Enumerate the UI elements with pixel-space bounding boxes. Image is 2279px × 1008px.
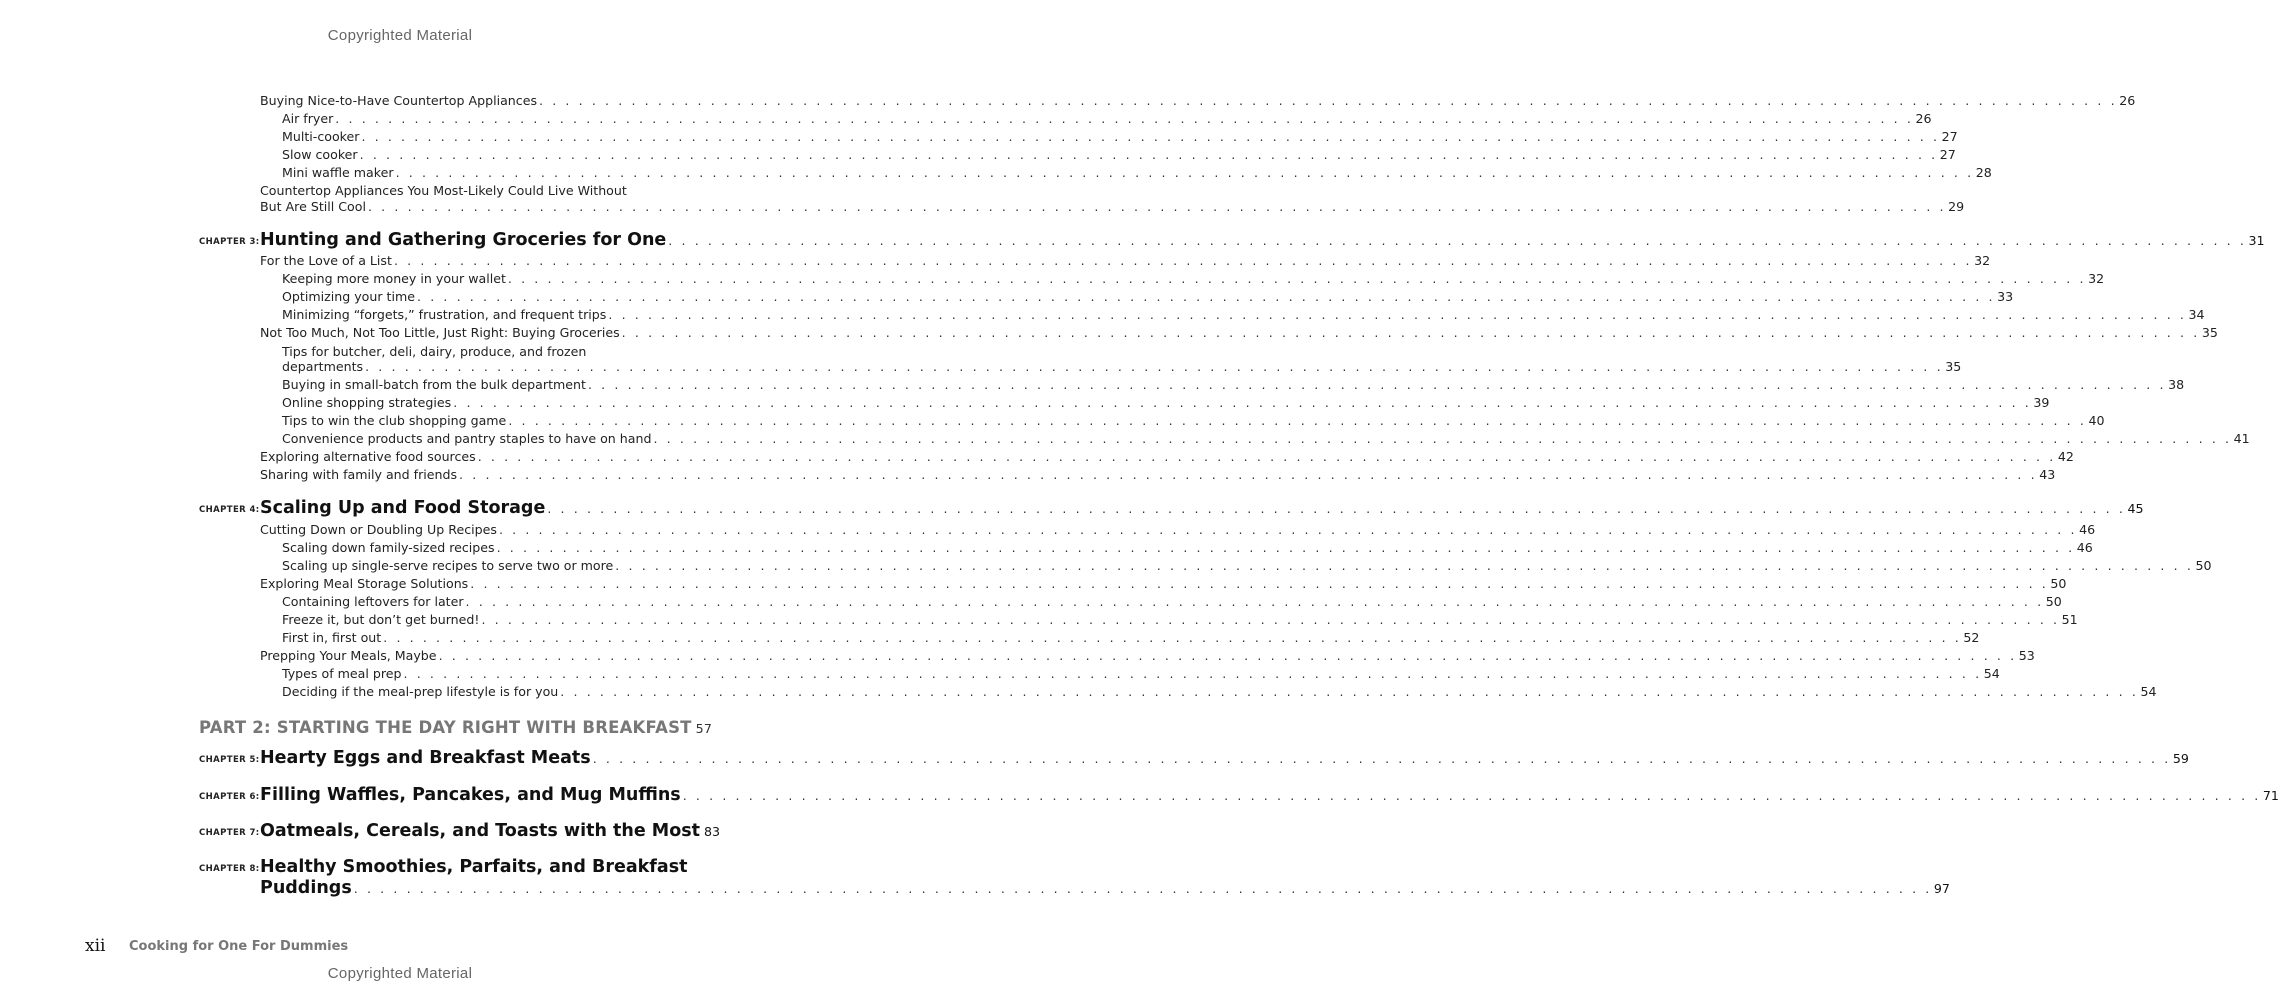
toc-entry [282,344,705,360]
entry-page-number: 28 [1975,165,1992,180]
entry-title: Containing leftovers for later [282,594,464,609]
entry-page-number: 34 [2188,307,2205,322]
entry-title: Optimizing your time [282,289,415,304]
entry-title: Online shopping strategies [282,395,452,410]
entry-title: Puddings [260,878,352,898]
toc-entry [282,612,2078,628]
entry-page-number: 97 [1933,881,1950,896]
toc-entry [282,359,1962,375]
toc-entry [260,183,705,199]
toc-entry [282,395,2050,411]
entry-title: Air fryer [282,111,334,126]
toc-entry [260,199,1965,215]
entry-title: Exploring alternative food sources [260,449,476,464]
dot-leader: . . . . . . . . . . . . . . . . . . . . . . . . . . . . . . . . . . . . . . . . . . . . . . . . . . . . . . . . . . . . . . . . . . . . . . . . . . . . . . . . . . . . . . . . . . . . . . . . . . . . . . . . . . . . . . . . . . . . . . . . [367,199,1947,214]
entry-title: Filling Waffles, Pancakes, and Mug Muffins [260,785,681,805]
entry-title: Convenience products and pantry staples to have on hand [282,431,652,446]
entry-page-number: 40 [2088,413,2105,428]
toc-entry [282,129,1958,145]
entry-title: Minimizing “forgets,” frustration, and frequent trips [282,307,607,322]
dot-leader: . . . . . . . . . . . . . . . . . . . . . . . . . . . . . . . . . . . . . . . . . . . . . . . . . . . . . . . . . . . . . . . . . . . . . . . . . . . . . . . . . . . . . . . . . . . . . . . . . . . . . . . . . . . . . . . . . . . . . . . . [608,307,2187,322]
entry-title: Prepping Your Meals, Maybe [260,648,437,663]
dot-leader: . . . . . . . . . . . . . . . . . . . . . . . . . . . . . . . . . . . . . . . . . . . . . . . . . . . . . . . . . . . . . . . . . . . . . . . . . . . . . . . . . . . . . . . . . . . . . . . . . . . . . . . . . . . . . . . . . . . . . . . . [361,129,1940,144]
entry-title: For the Love of a List [260,253,392,268]
toc-entry [282,271,2105,287]
dot-leader: . . . . . . . . . . . . . . . . . . . . . . . . . . . . . . . . . . . . . . . . . . . . . . . . . . . . . . . . . . . . . . . . . . . . . . . . . . . . . . . . . . . . . . . . . . . . . . . . . . . . . . . . . . . . . . . . . . . . . . . . [395,165,1974,180]
toc-entry [282,165,1992,181]
toc-chapter [260,747,2189,770]
entry-title: Types of meal prep [282,666,402,681]
chapter-label: CHAPTER 6: [199,792,260,802]
dot-leader: . . . . . . . . . . . . . . . . . . . . . . . . . . . . . . . . . . . . . . . . . . . . . . . . . . . . . . . . . . . . . . . . . . . . . . . . . . . . . . . . . . . . . . . . . . . . . . . . . . . . . . . . . . . . . . . . . . . . . . . . [353,881,1932,896]
entry-title: departments [282,359,364,374]
entry-page-number: 71 [2262,788,2279,803]
toc-entry [260,576,2067,592]
entry-title: Healthy Smoothies, Parfaits, and Breakfast [260,857,688,877]
dot-leader: . . . . . . . . . . . . . . . . . . . . . . . . . . . . . . . . . . . . . . . . . . . . . . . . . . . . . . . . . . . . . . . . . . . . . . . . . . . . . . . . . . . . . . . . . . . . . . . . . . . . . . . . . . . . . . . . . . . . . . . . [587,377,2167,392]
toc-entry [282,594,2062,610]
entry-title: Cutting Down or Doubling Up Recipes [260,522,497,537]
toc-part [199,717,713,740]
dot-leader: . . . . . . . . . . . . . . . . . . . . . . . . . . . . . . . . . . . . . . . . . . . . . . . . . . . . . . . . . . . . . . . . . . . . . . . . . . . . . . . . . . . . . . . . . . . . . . . . . . . . . . . . . . . . . . . . . . . . . . . . [453,395,2032,410]
toc-entry [260,522,2096,538]
dot-leader: . . . . . . . . . . . . . . . . . . . . . . . . . . . . . . . . . . . . . . . . . . . . . . . . . . . . . . . . . . . . . . . . . . . . . . . . . . . . . . . . . . . . . . . . . . . . . . . . . . . . . . . . . . . . . . . . . . . . . . . . [682,788,2261,803]
dot-leader: . . . . . . . . . . . . . . . . . . . . . . . . . . . . . . . . . . . . . . . . . . . . . . . . . . . . . . . . . . . . . . . . . . . . . . . . . . . . . . . . . . . . . . . . . . . . . . . . . . . . . . . . . . . . . . . . . . . . . . . . [465,594,2044,609]
entry-page-number: 52 [1963,630,1980,645]
toc-entry [260,93,2136,109]
copyright-watermark-bottom: Copyrighted Material [327,965,473,982]
toc-entry [260,648,2035,664]
entry-page-number: 32 [2088,271,2105,286]
toc-chapter [260,877,1950,900]
toc-entry [282,289,2014,305]
dot-leader: . . . . . . . . . . . . . . . . . . . . . . . . . . . . . . . . . . . . . . . . . . . . . . . . . . . . . . . . . . . . . . . . . . . . . . . . . . . . . . . . . . . . . . . . . . . . . . . . . . . . . . . . . . . . . . . . . . . . . . . . [438,648,2017,663]
entry-page-number: 59 [2172,751,2189,766]
dot-leader: . . . . . . . . . . . . . . . . . . . . . . . . . . . . . . . . . . . . . . . . . . . . . . . . . . . . . . . . . . . . . . . . . . . . . . . . . . . . . . . . . . . . . . . . . . . . . . . . . . . . . . . . . . . . . . . . . . . . . . . . [507,271,2087,286]
dot-leader: . . . . . . . . . . . . . . . . . . . . . . . . . . . . . . . . . . . . . . . . . . . . . . . . . . . . . . . . . . . . . . . . . . . . . . . . . . . . . . . . . . . . . . . . . . . . . . . . . . . . . . . . . . . . . . . . . . . . . . . . [416,289,1996,304]
entry-page-number: 35 [1945,359,1962,374]
entry-title: Sharing with family and friends [260,467,458,482]
entry-title: Multi-cooker [282,129,360,144]
entry-page-number: 54 [2140,684,2157,699]
toc-entry [282,307,2205,323]
chapter-label: CHAPTER 7: [199,828,260,838]
entry-page-number: 42 [2057,449,2074,464]
entry-title: Scaling down family-sized recipes [282,540,495,555]
dot-leader: . . . . . . . . . . . . . . . . . . . . . . . . . . . . . . . . . . . . . . . . . . . . . . . . . . . . . . . . . . . . . . . . . . . . . . . . . . . . . . . . . . . . . . . . . . . . . . . . . . . . . . . . . . . . . . . . . . . . . . . . [547,501,2126,516]
dot-leader: . . . . . . . . . . . . . . . . . . . . . . . . . . . . . . . . . . . . . . . . . . . . . . . . . . . . . . . . . . . . . . . . . . . . . . . . . . . . . . . . . . . . . . . . . . . . . . . . . . . . . . . . . . . . . . . . . . . . . . . . [470,576,2049,591]
page-number: xii [85,936,106,956]
dot-leader: . . . . . . . . . . . . . . . . . . . . . . . . . . . . . . . . . . . . . . . . . . . . . . . . . . . . . . . . . . . . . . . . . . . . . . . . . . . . . . . . . . . . . . . . . . . . . . . . . . . . . . . . . . . . . . . . . . . . . . . . [365,359,1944,374]
dot-leader: . . . . . . . . . . . . . . . . . . . . . . . . . . . . . . . . . . . . . . . . . . . . . . . . . . . . . . . . . . . . . . . . . . . . . . . . . . . . . . . . . . . . . . . . . . . . . . . . . . . . . . . . . . . . . . . . . . . . . . . . [508,413,2087,428]
dot-leader: . . . . . . . . . . . . . . . . . . . . . . . . . . . . . . . . . . . . . . . . . . . . . . . . . . . . . . . . . . . . . . . . . . . . . . . . . . . . . . . . . . . . . . . . . . . . . . . . . . . . . . . . . . . . . . . . . . . . . . . . [383,630,1962,645]
entry-page-number: 41 [2233,431,2250,446]
entry-title: PART 2: STARTING THE DAY RIGHT WITH BREAKFAST [199,718,692,737]
toc-entry [282,684,2157,700]
entry-title: Oatmeals, Cereals, and Toasts with the Most [260,821,701,841]
entry-title: But Are Still Cool [260,199,366,214]
entry-title: Keeping more money in your wallet [282,271,506,286]
dot-leader: . . . . . . . . . . . . . . . . . . . . . . . . . . . . . . . . . . . . . . . . . . . . . . . . . . . . . . . . . . . . . . . . . . . . . . . . . . . . . . . . . . . . . . . . . . . . . . . . . . . . . . . . . . . . . . . . . . . . . . . . [403,666,1982,681]
dot-leader: . . . . . . . . . . . . . . . . . . . . . . . . . . . . . . . . . . . . . . . . . . . . . . . . . . . . . . . . . . . . . . . . . . . . . . . . . . . . . . . . . . . . . . . . . . . . . . . . . . . . . . . . . . . . . . . . . . . . . . . . [621,325,2200,340]
entry-page-number: 46 [2076,540,2093,555]
entry-page-number: 50 [2195,558,2212,573]
entry-title: Scaling Up and Food Storage [260,498,546,518]
entry-page-number: 54 [1983,666,2000,681]
dot-leader: . . . . . . . . . . . . . . . . . . . . . . . . . . . . . . . . . . . . . . . . . . . . . . . . . . . . . . . . . . . . . . . . . . . . . . . . . . . . . . . . . . . . . . . . . . . . . . . . . . . . . . . . . . . . . . . . . . . . . . . . [477,449,2056,464]
entry-page-number: 51 [2061,612,2078,627]
chapter-label: CHAPTER 8: [199,864,260,874]
toc-entry [260,467,2056,483]
dot-leader: . . . . . . . . . . . . . . . . . . . . . . . . . . . . . . . . . . . . . . . . . . . . . . . . . . . . . . . . . . . . . . . . . . . . . . . . . . . . . . . . . . . . . . . . . . . . . . . . . . . . . . . . . . . . . . . . . . . . . . . . [393,253,1973,268]
entry-page-number: 53 [2018,648,2035,663]
dot-leader: . . . . . . . . . . . . . . . . . . . . . . . . . . . . . . . . . . . . . . . . . . . . . . . . . . . . . . . . . . . . . . . . . . . . . . . . . . . . . . . . . . . . . . . . . . . . . . . . . . . . . . . . . . . . . . . . . . . . . . . . [481,612,2060,627]
dot-leader: . . . . . . . . . . . . . . . . . . . . . . . . . . . . . . . . . . . . . . . . . . . . . . . . . . . . . . . . . . . . . . . . . . . . . . . . . . . . . . . . . . . . . . . . . . . . . . . . . . . . . . . . . . . . . . . . . . . . . . . . [592,751,2171,766]
entry-title: Not Too Much, Not Too Little, Just Right: Buying Groceries [260,325,620,340]
entry-page-number: 83 [704,824,721,839]
entry-title: First in, first out [282,630,382,645]
toc-entry [282,431,2250,447]
entry-title: Tips to win the club shopping game [282,413,507,428]
entry-title: Slow cooker [282,147,358,162]
entry-title: Deciding if the meal-prep lifestyle is for you [282,684,559,699]
toc-entry [282,377,2185,393]
entry-title: Buying in small-batch from the bulk department [282,377,586,392]
toc-entry [282,540,2093,556]
entry-title: Buying Nice-to-Have Countertop Appliances [260,93,538,108]
entry-page-number: 45 [2127,501,2144,516]
toc-entry [282,111,1932,127]
entry-page-number: 38 [2168,377,2185,392]
entry-title: Tips for butcher, deli, dairy, produce, and frozen [282,344,587,359]
toc-chapter [260,497,2144,520]
entry-title: Hearty Eggs and Breakfast Meats [260,748,591,768]
entry-page-number: 26 [1915,111,1932,126]
dot-leader: . . . . . . . . . . . . . . . . . . . . . . . . . . . . . . . . . . . . . . . . . . . . . . . . . . . . . . . . . . . . . . . . . . . . . . . . . . . . . . . . . . . . . . . . . . . . . . . . . . . . . . . . . . . . . . . . . . . . . . . . [653,431,2232,446]
entry-page-number: 27 [1941,129,1958,144]
toc-entry [282,147,1956,163]
toc-chapter [260,784,2279,807]
dot-leader: . . . . . . . . . . . . . . . . . . . . . . . . . . . . . . . . . . . . . . . . . . . . . . . . . . . . . . . . . . . . . . . . . . . . . . . . . . . . . . . . . . . . . . . . . . . . . . . . . . . . . . . . . . . . . . . . . . . . . . . . [359,147,1938,162]
running-head: Cooking for One For Dummies [129,939,349,954]
entry-title: Scaling up single-serve recipes to serve two or more [282,558,614,573]
chapter-label: CHAPTER 4: [199,505,260,515]
dot-leader: . . . . . . . . . . . . . . . . . . . . . . . . . . . . . . . . . . . . . . . . . . . . . . . . . . . . . . . . . . . . . . . . . . . . . . . . . . . . . . . . . . . . . . . . . . . . . . . . . . . . . . . . . . . . . . . . . . . . . . . . [498,522,2078,537]
entry-title: Countertop Appliances You Most-Likely Could Live Without [260,183,627,198]
entry-title: Hunting and Gathering Groceries for One [260,230,667,250]
dot-leader: . . . . . . . . . . . . . . . . . . . . . . . . . . . . . . . . . . . . . . . . . . . . . . . . . . . . . . . . . . . . . . . . . . . . . . . . . . . . . . . . . . . . . . . . . . . . . . . . . . . . . . . . . . . . . . . . . . . . . . . . [668,233,2247,248]
dot-leader: . . . . . . . . . . . . . . . . . . . . . . . . . . . . . . . . . . . . . . . . . . . . . . . . . . . . . . . . . . . . . . . . . . . . . . . . . . . . . . . . . . . . . . . . . . . . . . . . . . . . . . . . . . . . . . . . . . . . . . . . [496,540,2075,555]
toc-chapter [260,820,721,843]
entry-page-number: 50 [2045,594,2062,609]
toc-entry [260,449,2074,465]
entry-page-number: 33 [1997,289,2014,304]
toc-entry [282,666,2000,682]
toc-chapter [260,229,2265,252]
entry-title: Exploring Meal Storage Solutions [260,576,469,591]
dot-leader: . . . . . . . . . . . . . . . . . . . . . . . . . . . . . . . . . . . . . . . . . . . . . . . . . . . . . . . . . . . . . . . . . . . . . . . . . . . . . . . . . . . . . . . . . . . . . . . . . . . . . . . . . . . . . . . . . . . . . . . . [539,93,2118,108]
dot-leader: . . . . . . . . . . . . . . . . . . . . . . . . . . . . . . . . . . . . . . . . . . . . . . . . . . . . . . . . . . . . . . . . . . . . . . . . . . . . . . . . . . . . . . . . . . . . . . . . . . . . . . . . . . . . . . . . . . . . . . . . [459,467,2038,482]
entry-page-number: 31 [2248,233,2265,248]
toc-entry [282,558,2212,574]
entry-page-number: 50 [2050,576,2067,591]
dot-leader: . . . . . . . . . . . . . . . . . . . . . . . . . . . . . . . . . . . . . . . . . . . . . . . . . . . . . . . . . . . . . . . . . . . . . . . . . . . . . . . . . . . . . . . . . . . . . . . . . . . . . . . . . . . . . . . . . . . . . . . . [560,684,2139,699]
entry-page-number: 29 [1948,199,1965,214]
toc-entry [282,630,1980,646]
entry-page-number: 46 [2079,522,2096,537]
entry-page-number: 32 [1974,253,1991,268]
entry-page-number: 26 [2119,93,2136,108]
copyright-watermark-top: Copyrighted Material [327,27,473,44]
entry-page-number: 39 [2033,395,2050,410]
dot-leader: . . . . . . . . . . . . . . . . . . . . . . . . . . . . . . . . . . . . . . . . . . . . . . . . . . . . . . . . . . . . . . . . . . . . . . . . . . . . . . . . . . . . . . . . . . . . . . . . . . . . . . . . . . . . . . . . . . . . . . . . [335,111,1914,126]
toc-entry [260,253,1991,269]
toc-entry [282,413,2105,429]
entry-page-number: 35 [2201,325,2218,340]
entry-page-number: 27 [1939,147,1956,162]
chapter-label: CHAPTER 5: [199,755,260,765]
entry-title: Mini waffle maker [282,165,394,180]
chapter-label: CHAPTER 3: [199,237,260,247]
toc-entry [260,325,2218,341]
toc-chapter [260,856,705,878]
entry-page-number: 57 [695,721,713,736]
entry-title: Freeze it, but don’t get burned! [282,612,480,627]
dot-leader: . . . . . . . . . . . . . . . . . . . . . . . . . . . . . . . . . . . . . . . . . . . . . . . . . . . . . . . . . . . . . . . . . . . . . . . . . . . . . . . . . . . . . . . . . . . . . . . . . . . . . . . . . . . . . . . . . . . . . . . . [615,558,2194,573]
entry-page-number: 43 [2039,467,2056,482]
